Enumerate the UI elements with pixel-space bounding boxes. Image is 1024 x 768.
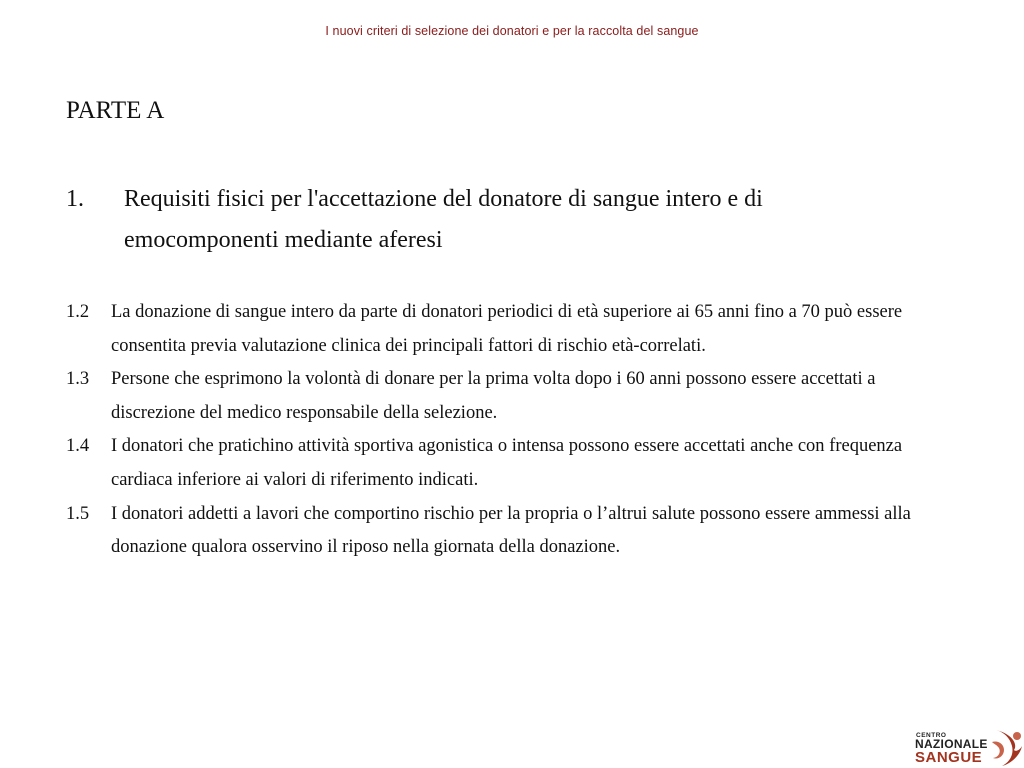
cns-logo-icon [990,726,1024,768]
item-number: 1.2 [66,302,90,322]
centro-nazionale-sangue-logo [908,724,1024,768]
logo-text-centro: CENTRO [916,732,947,739]
list-item [66,430,946,497]
list-item [66,296,946,363]
section-number: 1. [66,186,84,212]
slide-header-title: I nuovi criteri di selezione dei donatori e per la raccolta del sangue [325,24,699,38]
item-number: 1.4 [66,436,90,457]
part-heading: PARTE A [66,97,165,124]
item-number: 1.5 [66,503,90,524]
item-text: La donazione di sangue intero da parte di donatori periodici di età superiore ai 65 anni fino a 70 può essere consentita previa valutazione clinica dei principali fattori di rischio età-correlati. [111,302,903,356]
list-item [66,498,946,565]
item-text: I donatori addetti a lavori che comportino rischio per la propria o l’altrui salute possono essere ammessi alla donazione qualora osservino il riposo nella giornata della donazione. [111,503,911,558]
item-text: Persone che esprimono la volontà di donare per la prima volta dopo i 60 anni possono essere accettati a discrezione del medico responsabile della selezione. [111,369,876,423]
section-title-line-1: Requisiti fisici per l'accettazione del donatore di sangue intero e di [124,186,763,212]
item-number: 1.3 [66,369,90,390]
requirements-list [66,296,946,565]
section-heading [66,179,966,261]
section-title-line-2: emocomponenti mediante aferesi [124,227,443,253]
logo-text-sangue: SANGUE [915,749,983,766]
list-item [66,363,946,430]
item-text: I donatori che pratichino attività sportiva agonistica o intensa possono essere accettati anche con frequenza cardiaca inferiore ai valori di riferimento indicati. [111,436,903,490]
logo-text-nazionale: NAZIONALE [915,737,988,751]
